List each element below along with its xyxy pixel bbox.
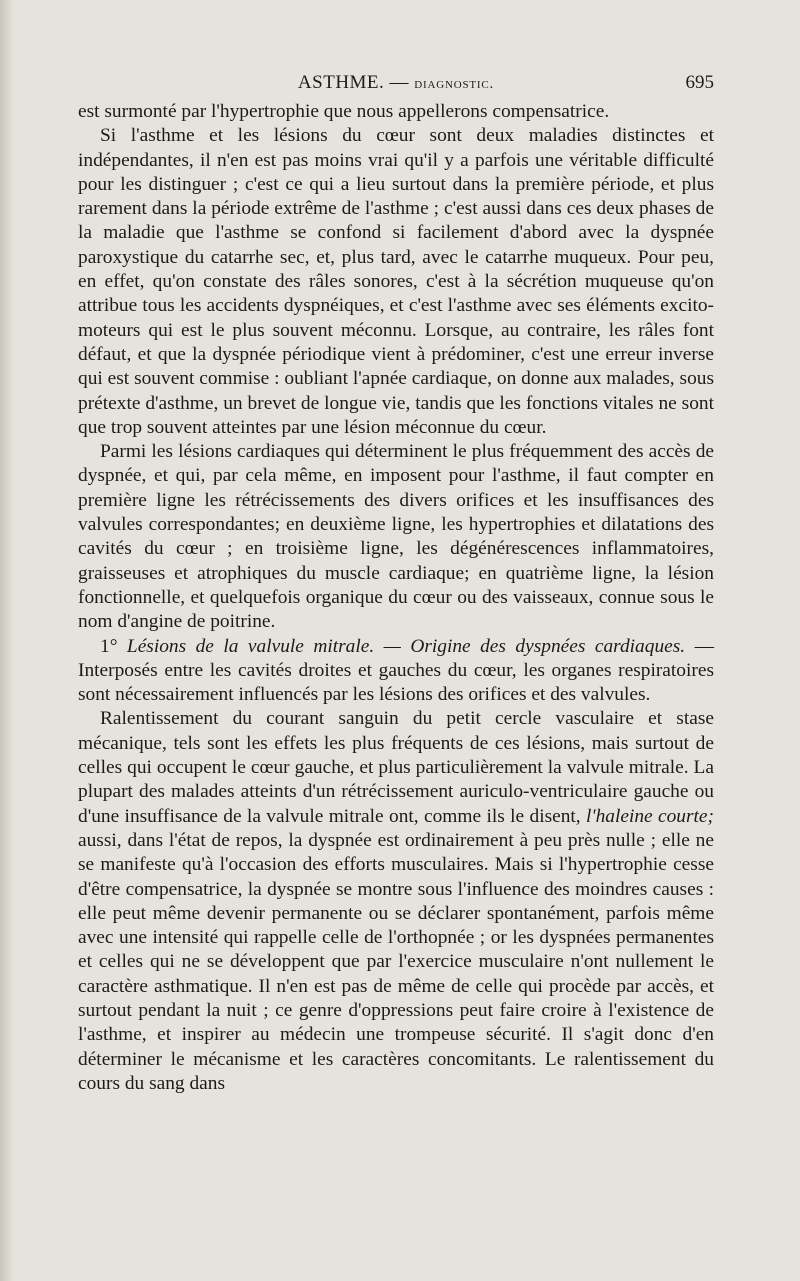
page-gutter-shadow — [0, 0, 14, 1281]
paragraph-continued: est surmonté par l'hypertrophie que nous appellerons compensatrice. — [78, 101, 610, 122]
paragraph-mitral-section — [78, 635, 714, 708]
body-text — [78, 100, 714, 1096]
running-title-main: ASTHME. — [297, 72, 385, 93]
page-number: 695 — [685, 72, 714, 93]
running-title-dash: — — [389, 72, 410, 93]
paragraph-text-a: Ralentissement du courant sanguin du petit cercle vasculaire et stase mécanique, tels sont les effets les plus fréquents de ces lésions, mais surtout de celles qui occupent le cœur gauche, et plus particulièrement la valvule mitrale. La plupart des malades atteints d'un rétrécissement auriculo-ventriculaire gauche ou d'une insuffisance de la valvule mitrale ont, comme ils le disent, — [78, 708, 714, 827]
paragraph-blood-slowdown — [78, 707, 714, 1096]
running-title — [78, 70, 714, 97]
paragraph-cardiac-lesions: Parmi les lésions cardiaques qui déterminent le plus fréquemment des accès de dyspnée, et qui, par cela même, en imposent pour l'asthme, il faut compter en première ligne les rétrécissements des divers orifices et les insuffisances des valvules correspondantes; en deuxième ligne, les hypertrophies et dilatations des cavités du cœur ; en troisième ligne, les dégénérescences inflammatoires, graisseuses et atrophiques du muscle cardiaque; en quatrième ligne, la lésion fonctionnelle, et quelquefois organique du cœur ou des vaisseaux, connue sous le nom d'angine de poitrine. — [78, 441, 714, 633]
section-number: 1° — [100, 635, 118, 657]
running-title-sub: diagnostic. — [414, 76, 495, 92]
paragraph-asthma-vs-heart: Si l'asthme et les lésions du cœur sont deux maladies distinctes et indépendantes, il n'en est pas moins vrai qu'il y a parfois une véritable difficulté pour les distinguer ; c'est ce qui a lieu surtout dans la première période, et plus rarement dans la période extrême de l'asthme ; c'est aussi dans ces deux phases de la maladie que l'asthme se confond si facilement d'abord avec la dyspnée paroxystique du catarrhe sec, et, plus tard, avec le catarrhe muqueux. Pour peu, en effet, qu'on constate des râles sonores, c'est à la sécrétion muqueuse qu'on attribue tous les accidents dyspnéiques, et c'est l'asthme avec ses éléments excito-moteurs qui est le plus souvent méconnu. Lorsque, au contraire, les râles font défaut, et que la dyspnée périodique vient à prédominer, c'est une erreur inverse qui est souvent commise : oubliant l'apnée cardiaque, on donne aux malades, sous prétexte d'asthme, un brevet de longue vie, tandis que les fonctions vitales ne sont que trop souvent atteintes par une lésion méconnue du cœur. — [78, 125, 714, 438]
section-title: Lésions de la valvule mitrale. — Origine des dyspnées cardiaques. — [126, 635, 686, 657]
italic-phrase: l'haleine courte; — [586, 805, 715, 827]
paragraph-text-b: aussi, dans l'état de repos, la dyspnée est ordinairement à peu près nulle ; elle ne se manifeste qu'à l'occasion des efforts musculaires. Mais si l'hypertrophie cesse d'être compensatrice, la dyspnée se montre sous l'influence des moindres causes : elle peut même devenir permanente ou se déclarer spontanément, parfois même avec une intensité qui rappelle celle de l'orthopnée ; or les dyspnées permanentes et celles qui ne se développent que par l'exercice musculaire n'ont nullement le caractère asthmatique. Il n'en est pas de même de celle qui procède par accès, et surtout pendant la nuit ; ce genre d'oppressions peut faire croire à l'existence de l'asthme, et inspirer au médecin une trompeuse sécurité. Il s'agit donc d'en déterminer le mécanisme et les caractères concomitants. Le ralentissement du cours du sang dans — [78, 829, 714, 1094]
running-head — [78, 70, 714, 96]
section-intro-text: — Interposés entre les cavités droites et gauches du cœur, les organes respiratoires sont nécessairement influencés par les lésions des orifices et des valvules. — [78, 635, 714, 706]
